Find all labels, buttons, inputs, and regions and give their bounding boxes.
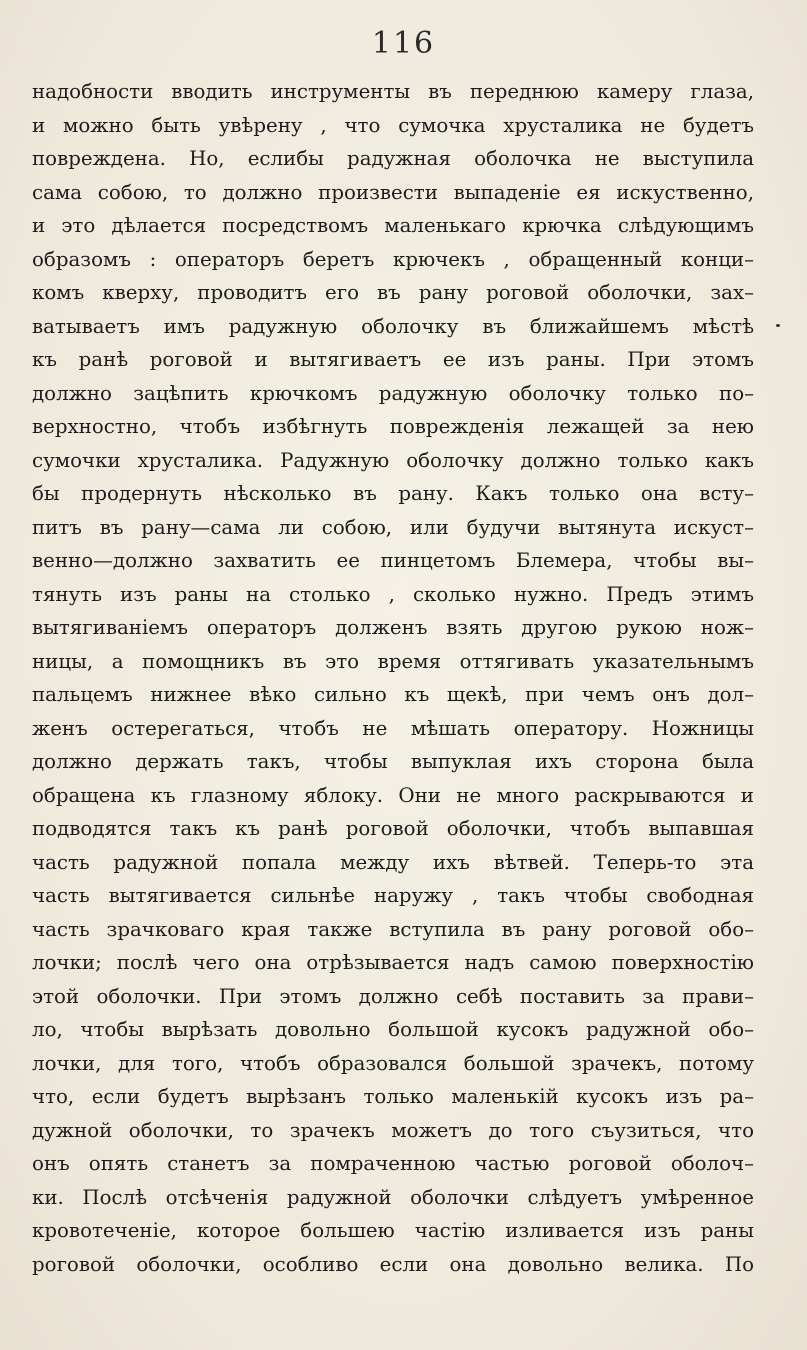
text-line: пальцемъ нижнее вѣко сильно къ щекѣ, при чемъ онъ дол– [32,683,754,706]
text-line: комъ кверху, проводитъ его въ рану роговой оболочки, зах– [32,281,754,304]
text-line: надобности вводить инструменты въ переднюю камеру глаза, [32,80,754,103]
text-line: должно держать такъ, чтобы выпуклая ихъ сторона была [32,750,754,773]
text-line: этой оболочки. При этомъ должно себѣ поставить за прави– [32,984,754,1008]
text-line: сумочки хрусталика. Радужную оболочку должно только какъ [32,448,754,472]
text-line: женъ остерегаться, чтобъ не мѣшать оператору. Ножницы [32,716,754,740]
text-line: верхностно, чтобъ избѣгнуть поврежденія лежащей за нею [32,415,754,438]
text-line: и можно быть увѣрену , что сумочка хрусталика не будетъ [32,113,754,137]
text-line: тянуть изъ раны на столько , сколько нужно. Предъ этимъ [32,582,754,606]
text-line: образомъ : операторъ беретъ крючекъ , обращенный конци– [32,247,754,271]
text-line: обращена къ глазному яблоку. Они не много раскрываются и [32,783,754,807]
page-number: 116 [371,26,436,61]
text-line: венно—должно захватить ее пинцетомъ Блемера, чтобы вы– [32,549,754,572]
text-line: онъ опять станетъ за помраченною частью роговой оболоч– [32,1152,754,1175]
text-line: роговой оболочки, особливо если она довольно велика. По [32,1252,754,1276]
text-line: сама собою, то должно произвести выпаденіе ея искуственно, [32,180,754,204]
text-line: часть вытягивается сильнѣе наружу , такъ чтобы свободная [32,884,754,907]
text-line: вытягиваніемъ операторъ долженъ взять другою рукою нож– [32,616,754,639]
body-text [32,75,754,1281]
text-line: подводятся такъ къ ранѣ роговой оболочки, чтобъ выпавшая [32,817,754,840]
text-line: ватываетъ имъ радужную оболочку въ ближайшемъ мѣстѣ [32,314,754,338]
text-line: питъ въ рану—сама ли собою, или будучи вытянута искуст– [32,515,754,539]
text-line: лочки, для того, чтобъ образовался большой зрачекъ, потому [32,1051,754,1075]
text-line: часть радужной попала между ихъ вѣтвей. Теперь-то эта [32,850,754,874]
text-line: ло, чтобы вырѣзать довольно большой кусокъ радужной обо– [32,1018,754,1041]
text-line: бы продернуть нѣсколько въ рану. Какъ только она всту– [32,482,754,505]
text-line: повреждена. Но, еслибы радужная оболочка не выступила [32,147,754,170]
text-line: ницы, а помощникъ въ это время оттягивать указательнымъ [32,649,754,673]
margin-speck [776,324,780,327]
text-line: должно зацѣпить крючкомъ радужную оболочку только по– [32,381,754,405]
text-line: и это дѣлается посредствомъ маленькаго крючка слѣдующимъ [32,214,754,237]
text-line: лочки; послѣ чего она отрѣзывается надъ самою поверхностію [32,951,754,974]
text-line: что, если будетъ вырѣзанъ только маленькій кусокъ изъ ра– [32,1085,754,1108]
text-line: ки. Послѣ отсѣченія радужной оболочки слѣдуетъ умѣренное [32,1185,754,1209]
text-line: кровотеченіе, которое большею частію изливается изъ раны [32,1219,754,1242]
text-line: къ ранѣ роговой и вытягиваетъ ее изъ раны. При этомъ [32,348,754,371]
text-line: дужной оболочки, то зрачекъ можетъ до того съузиться, что [32,1118,754,1142]
text-line: часть зрачковаго края также вступила въ рану роговой обо– [32,917,754,941]
